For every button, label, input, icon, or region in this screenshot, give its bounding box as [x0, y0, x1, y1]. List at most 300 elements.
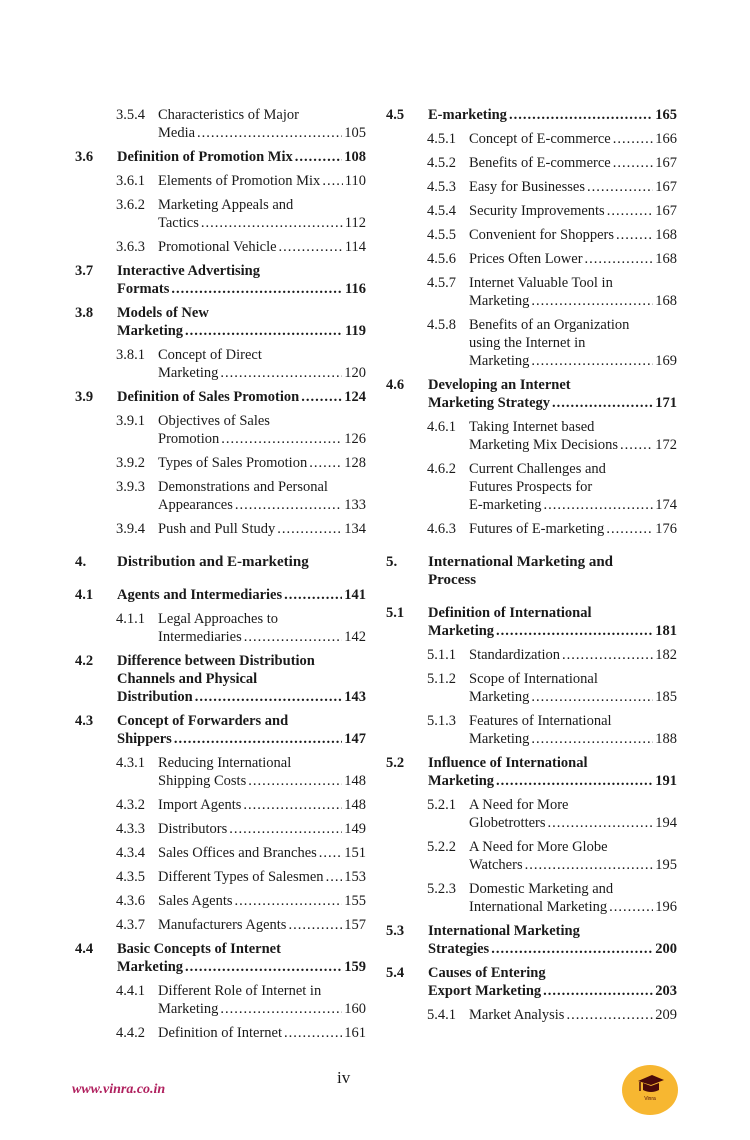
toc-subsection-entry[interactable] [75, 982, 366, 1018]
section-number: 4.5.7 [427, 275, 456, 291]
entry-title-line: Difference between Distribution [117, 653, 315, 669]
section-number: 5.1.2 [427, 671, 456, 687]
entry-title-line: Marketing [469, 731, 530, 747]
page-reference: 165 [655, 107, 677, 123]
toc-subsection-entry[interactable] [75, 754, 366, 790]
entry-title-line: Causes of Entering [428, 965, 546, 981]
entry-title-line: Benefits of E-commerce [469, 155, 611, 171]
dot-leader [531, 292, 653, 310]
toc-subsection-entry[interactable] [75, 196, 366, 232]
dot-leader [562, 646, 653, 664]
entry-last-line [469, 688, 677, 706]
entry-title-line: Types of Sales Promotion [158, 455, 308, 471]
entry-last-line [428, 394, 677, 412]
entry-title [158, 172, 366, 190]
entry-last-line [158, 628, 366, 646]
entry-title [469, 712, 677, 748]
entry-last-line [469, 520, 677, 538]
section-number: 4.1 [75, 587, 94, 603]
entry-title-line: Shippers [117, 731, 172, 747]
toc-subsection-entry[interactable] [75, 1024, 366, 1042]
entry-title-line: Watchers [469, 857, 523, 873]
chapter-title [117, 553, 366, 571]
dot-leader [295, 148, 343, 166]
toc-subsection-entry[interactable] [75, 844, 366, 862]
toc-section-entry[interactable] [386, 922, 677, 958]
section-number: 5.2.1 [427, 797, 456, 813]
entry-title [117, 388, 366, 406]
toc-subsection-entry[interactable] [386, 250, 677, 268]
entry-title-line: Security Improvements [469, 203, 605, 219]
entry-title-line: Marketing Strategy [428, 395, 551, 411]
dot-leader [197, 124, 342, 142]
entry-title [158, 412, 366, 448]
section-number: 3.8.1 [116, 347, 145, 363]
toc-subsection-entry[interactable] [75, 796, 366, 814]
entry-title-line: International Marketing [469, 899, 608, 915]
entry-title [117, 262, 366, 298]
page-reference: 185 [655, 689, 677, 705]
toc-subsection-entry[interactable] [75, 892, 366, 910]
entry-last-line [158, 916, 366, 934]
entry-title [428, 922, 677, 958]
entry-last-line [469, 898, 677, 916]
toc-section-entry[interactable] [386, 106, 677, 124]
entry-title-line: Internet Valuable Tool in [469, 275, 613, 291]
entry-title [158, 454, 366, 472]
section-number: 3.7 [75, 263, 94, 279]
page-reference: 194 [655, 815, 677, 831]
entry-title-line: E-marketing [469, 497, 542, 513]
dot-leader [616, 226, 653, 244]
entry-last-line [158, 772, 366, 790]
entry-title-line: Influence of International [428, 755, 588, 771]
page-reference: 195 [655, 857, 677, 873]
entry-last-line [428, 772, 677, 790]
entry-title-line: Concept of E-commerce [469, 131, 611, 147]
dot-leader [609, 898, 653, 916]
entry-title [158, 1024, 366, 1042]
entry-title-line: Elements of Promotion Mix [158, 173, 321, 189]
page-reference: 157 [344, 917, 366, 933]
entry-title [469, 838, 677, 874]
toc-subsection-entry[interactable] [386, 712, 677, 748]
dot-leader [284, 1024, 342, 1042]
toc-subsection-entry[interactable] [75, 172, 366, 190]
toc-subsection-entry[interactable] [386, 178, 677, 196]
entry-last-line [117, 730, 366, 748]
section-number: 4.4.2 [116, 1025, 145, 1041]
dot-leader [585, 250, 654, 268]
dot-leader [587, 178, 653, 196]
entry-title [158, 478, 366, 514]
entry-last-line [117, 280, 366, 298]
entry-title-line: Promotion [158, 431, 220, 447]
entry-title [469, 460, 677, 514]
toc-subsection-entry[interactable] [386, 460, 677, 514]
dot-leader [531, 688, 653, 706]
entry-title [158, 106, 366, 142]
toc-subsection-entry[interactable] [386, 670, 677, 706]
dot-leader [613, 130, 654, 148]
section-number: 5.4 [386, 965, 405, 981]
entry-title-line: Definition of Internet [158, 1025, 283, 1041]
toc-subsection-entry[interactable] [75, 610, 366, 646]
toc-section-entry[interactable] [386, 376, 677, 412]
section-number: 4.3 [75, 713, 94, 729]
toc-subsection-entry[interactable] [386, 796, 677, 832]
entry-title [469, 178, 677, 196]
entry-last-line [158, 172, 366, 190]
entry-last-line [158, 496, 366, 514]
page-reference: 128 [344, 455, 366, 471]
entry-title-line: Basic Concepts of Internet [117, 941, 281, 957]
toc-subsection-entry[interactable] [75, 868, 366, 886]
dot-leader [248, 772, 342, 790]
entry-title [158, 820, 366, 838]
toc-subsection-entry[interactable] [386, 316, 677, 370]
entry-title-line: Concept of Forwarders and [117, 713, 289, 729]
entry-title [117, 712, 366, 748]
entry-title [428, 106, 677, 124]
page-reference: 182 [655, 647, 677, 663]
entry-last-line [469, 292, 677, 310]
section-number: 4.3.2 [116, 797, 145, 813]
entry-title [117, 940, 366, 976]
entry-title-line: Different Types of Salesmen [158, 869, 324, 885]
entry-title-line: Tactics [158, 215, 199, 231]
entry-last-line [158, 520, 366, 538]
page-reference: 108 [344, 149, 366, 165]
entry-title-line: Marketing [469, 689, 530, 705]
toc-section-entry[interactable] [75, 148, 366, 166]
section-number: 4.3.5 [116, 869, 145, 885]
page-reference: 155 [344, 893, 366, 909]
entry-title-line: Different Role of Internet in [158, 983, 322, 999]
entry-last-line [428, 940, 677, 958]
entry-title-line: Formats [117, 281, 170, 297]
entry-title-line: Reducing International [158, 755, 292, 771]
entry-last-line [158, 796, 366, 814]
page-reference: 141 [344, 587, 366, 603]
section-number: 5.2 [386, 755, 405, 771]
dot-leader [326, 868, 343, 886]
section-number: 3.6.1 [116, 173, 145, 189]
dot-leader [229, 820, 342, 838]
dot-leader [543, 496, 653, 514]
section-number: 3.6.2 [116, 197, 145, 213]
entry-last-line [117, 958, 366, 976]
dot-leader [174, 730, 342, 748]
entry-last-line [428, 622, 677, 640]
page-reference: 168 [655, 293, 677, 309]
section-number: 5.3 [386, 923, 405, 939]
entry-title [469, 274, 677, 310]
section-number: 3.6.3 [116, 239, 145, 255]
toc-subsection-entry[interactable] [75, 916, 366, 934]
section-number: 4.4 [75, 941, 94, 957]
entry-title [158, 238, 366, 256]
toc-subsection-entry[interactable] [75, 238, 366, 256]
page-reference: 142 [344, 629, 366, 645]
section-number: 3.9.4 [116, 521, 145, 537]
chapter-number: 4. [75, 554, 87, 570]
entry-title-line: Intermediaries [158, 629, 242, 645]
entry-title [469, 202, 677, 220]
entry-last-line [469, 250, 677, 268]
entry-title-line: Shipping Costs [158, 773, 247, 789]
dot-leader [243, 796, 342, 814]
entry-title-line: Definition of Sales Promotion [117, 389, 300, 405]
entry-last-line [117, 322, 366, 340]
entry-title-line: Definition of International [428, 605, 592, 621]
section-number: 4.3.6 [116, 893, 145, 909]
section-number: 4.3.1 [116, 755, 145, 771]
toc-subsection-entry[interactable] [386, 274, 677, 310]
dot-leader [235, 892, 343, 910]
entry-title-line: Legal Approaches to [158, 611, 278, 627]
entry-title-line: Globetrotters [469, 815, 546, 831]
entry-title-line: Definition of Promotion Mix [117, 149, 293, 165]
page-reference: 159 [344, 959, 366, 975]
section-number: 5.1.3 [427, 713, 456, 729]
toc-subsection-entry[interactable] [75, 520, 366, 538]
entry-title-line: Futures Prospects for [469, 479, 593, 495]
toc-subsection-entry[interactable] [75, 478, 366, 514]
entry-title-line: Distributors [158, 821, 228, 837]
dot-leader [491, 940, 653, 958]
entry-title-line: Characteristics of Major [158, 107, 299, 123]
toc-subsection-entry[interactable] [386, 520, 677, 538]
chapter-heading [75, 553, 366, 571]
dot-leader [309, 454, 342, 472]
entry-last-line [469, 436, 677, 454]
toc-subsection-entry[interactable] [75, 346, 366, 382]
entry-title-line: Market Analysis [469, 1007, 565, 1023]
toc-subsection-entry[interactable] [75, 106, 366, 142]
entry-title-line: Domestic Marketing and [469, 881, 614, 897]
entry-title [158, 892, 366, 910]
entry-title-line: A Need for More [469, 797, 569, 813]
entry-last-line [469, 202, 677, 220]
dot-leader [607, 202, 654, 220]
entry-title-line: Developing an Internet [428, 377, 571, 393]
dot-leader [319, 844, 342, 862]
toc-section-entry[interactable] [75, 712, 366, 748]
page-reference: 188 [655, 731, 677, 747]
section-number: 4.5 [386, 107, 405, 123]
footer-website-link[interactable]: www.vinra.co.in [72, 1082, 166, 1097]
entry-title [469, 130, 677, 148]
toc-section-entry[interactable] [386, 964, 677, 1000]
entry-last-line [469, 814, 677, 832]
page-reference: 147 [344, 731, 366, 747]
section-number: 4.6 [386, 377, 405, 393]
section-number: 5.4.1 [427, 1007, 456, 1023]
entry-last-line [158, 454, 366, 472]
chapter-title-line: Distribution and E-marketing [117, 554, 309, 570]
toc-section-entry[interactable] [75, 586, 366, 604]
entry-title-line: Sales Agents [158, 893, 233, 909]
page-reference: 124 [344, 389, 366, 405]
chapter-title [428, 553, 677, 589]
dot-leader [195, 688, 343, 706]
page-reference: 153 [344, 869, 366, 885]
entry-title-line: Objectives of Sales [158, 413, 270, 429]
dot-leader [525, 856, 654, 874]
entry-title [469, 670, 677, 706]
section-number: 3.9 [75, 389, 94, 405]
page-reference: 126 [344, 431, 366, 447]
entry-title-line: Media [158, 125, 196, 141]
page-reference: 168 [655, 227, 677, 243]
toc-section-entry[interactable] [75, 388, 366, 406]
entry-title [117, 586, 366, 604]
entry-title-line: Marketing [117, 323, 184, 339]
section-number: 3.8 [75, 305, 94, 321]
page-reference: 160 [344, 1001, 366, 1017]
toc-subsection-entry[interactable] [386, 646, 677, 664]
dot-leader [496, 772, 653, 790]
page-reference: 116 [345, 281, 366, 297]
section-number: 4.3.7 [116, 917, 145, 933]
entry-last-line [158, 214, 366, 232]
entry-last-line [428, 982, 677, 1000]
entry-title-line: Scope of International [469, 671, 598, 687]
section-number: 4.5.1 [427, 131, 456, 147]
dot-leader [171, 280, 343, 298]
section-number: 4.1.1 [116, 611, 145, 627]
dot-leader [620, 436, 653, 454]
section-number: 4.4.1 [116, 983, 145, 999]
entry-title-line: Channels and Physical [117, 671, 258, 687]
entry-title-line: Marketing Appeals and [158, 197, 294, 213]
entry-title-line: Marketing [469, 353, 530, 369]
toc-column-right [386, 106, 677, 1030]
page-reference: 143 [344, 689, 366, 705]
entry-title-line: A Need for More Globe [469, 839, 608, 855]
entry-title-line: Models of New [117, 305, 209, 321]
entry-title [469, 1006, 677, 1024]
toc-subsection-entry[interactable] [386, 1006, 677, 1024]
page-reference: 181 [655, 623, 677, 639]
entry-title [428, 604, 677, 640]
dot-leader [244, 628, 343, 646]
page-reference: 120 [344, 365, 366, 381]
section-number: 4.6.2 [427, 461, 456, 477]
toc-subsection-entry[interactable] [386, 838, 677, 874]
dot-leader [531, 730, 653, 748]
entry-title-line: Marketing [469, 293, 530, 309]
entry-title-line: Convenient for Shoppers [469, 227, 614, 243]
toc-section-entry[interactable] [75, 940, 366, 976]
chapter-heading [386, 553, 677, 589]
toc-subsection-entry[interactable] [386, 130, 677, 148]
entry-title-line: Concept of Direct [158, 347, 262, 363]
toc-subsection-entry[interactable] [75, 454, 366, 472]
page-reference: 161 [344, 1025, 366, 1041]
entry-title [469, 316, 677, 370]
entry-last-line [117, 148, 366, 166]
page-reference: 134 [344, 521, 366, 537]
entry-title-line: Import Agents [158, 797, 242, 813]
toc-section-entry[interactable] [386, 604, 677, 640]
page-reference: 166 [655, 131, 677, 147]
page-reference: 149 [344, 821, 366, 837]
dot-leader [201, 214, 343, 232]
dot-leader [496, 622, 653, 640]
entry-title-line: Demonstrations and Personal [158, 479, 328, 495]
entry-last-line [158, 430, 366, 448]
toc-subsection-entry[interactable] [386, 418, 677, 454]
section-number: 4.3.3 [116, 821, 145, 837]
page-reference: 148 [344, 797, 366, 813]
entry-last-line [469, 856, 677, 874]
section-number: 5.2.2 [427, 839, 456, 855]
section-number: 4.5.8 [427, 317, 456, 333]
page-reference: 203 [655, 983, 677, 999]
entry-title [158, 868, 366, 886]
entry-title [428, 376, 677, 412]
toc-subsection-entry[interactable] [75, 412, 366, 448]
entry-last-line [158, 1000, 366, 1018]
toc-section-entry[interactable] [75, 652, 366, 706]
chapter-number: 5. [386, 554, 398, 570]
toc-subsection-entry[interactable] [386, 226, 677, 244]
entry-title-line: Marketing [158, 365, 219, 381]
entry-title-line: Push and Pull Study [158, 521, 276, 537]
entry-last-line [158, 238, 366, 256]
dot-leader [606, 520, 653, 538]
section-number: 3.5.4 [116, 107, 145, 123]
entry-last-line [158, 892, 366, 910]
section-number: 4.2 [75, 653, 94, 669]
entry-title [158, 916, 366, 934]
publisher-logo [622, 1065, 678, 1115]
entry-last-line [158, 364, 366, 382]
entry-title-line: Marketing [428, 623, 495, 639]
page-reference: 168 [655, 251, 677, 267]
page-reference: 167 [655, 155, 677, 171]
toc-subsection-entry[interactable] [386, 154, 677, 172]
section-number: 3.9.2 [116, 455, 145, 471]
section-number: 5.2.3 [427, 881, 456, 897]
entry-last-line [158, 124, 366, 142]
entry-title [117, 652, 366, 706]
dot-leader [566, 1006, 653, 1024]
entry-title [469, 796, 677, 832]
toc-section-entry[interactable] [386, 754, 677, 790]
toc-subsection-entry[interactable] [386, 880, 677, 916]
entry-last-line [117, 388, 366, 406]
entry-title [469, 646, 677, 664]
page-reference: 171 [655, 395, 677, 411]
toc-section-entry[interactable] [75, 304, 366, 340]
entry-title [469, 418, 677, 454]
entry-title-line: Agents and Intermediaries [117, 587, 283, 603]
section-number: 5.1.1 [427, 647, 456, 663]
dot-leader [322, 172, 342, 190]
dot-leader [279, 238, 343, 256]
entry-last-line [469, 1006, 677, 1024]
toc-subsection-entry[interactable] [75, 820, 366, 838]
entry-title [158, 196, 366, 232]
entry-last-line [117, 586, 366, 604]
toc-section-entry[interactable] [75, 262, 366, 298]
page-reference: 191 [655, 773, 677, 789]
toc-subsection-entry[interactable] [386, 202, 677, 220]
entry-last-line [469, 730, 677, 748]
